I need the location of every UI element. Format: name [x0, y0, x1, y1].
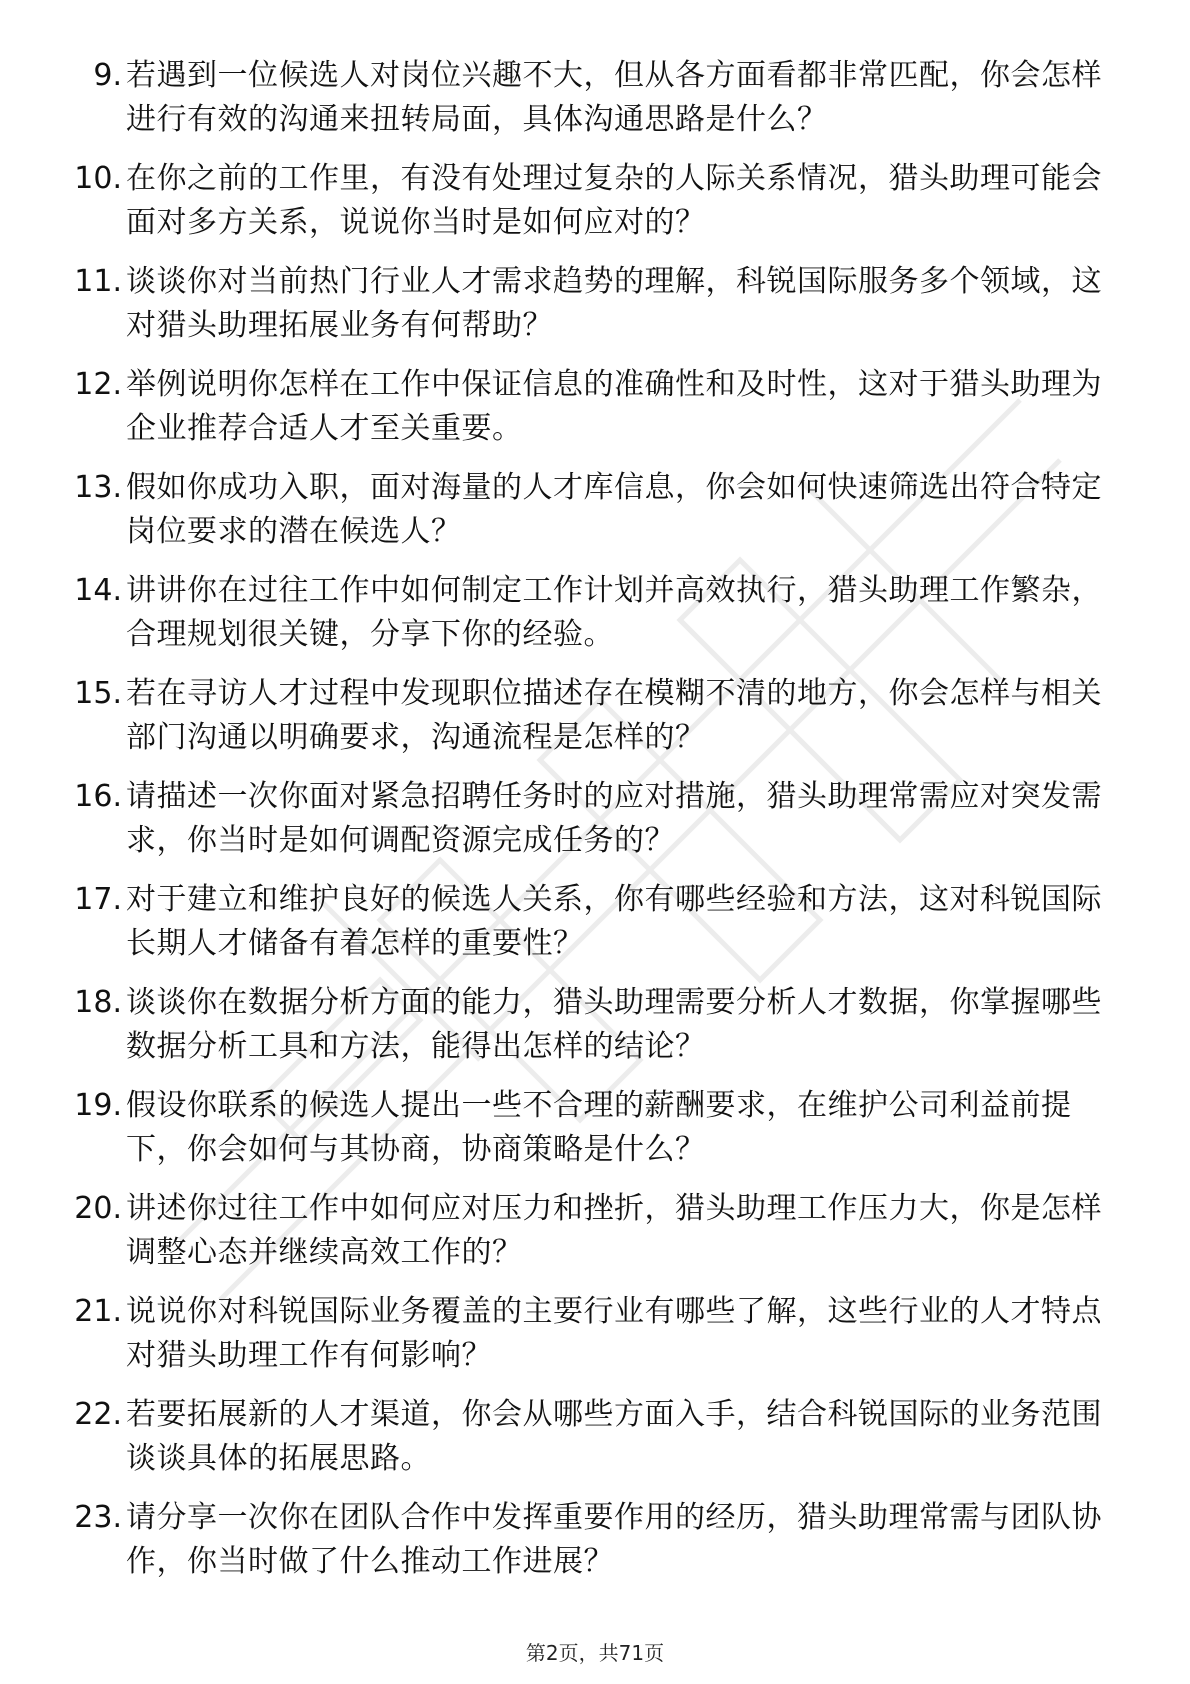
list-item — [0, 357, 1190, 460]
question-text: 举例说明你怎样在工作中保证信息的准确性和及时性，这对于猎头助理为企业推荐合适人才至关重要。 — [126, 367, 1102, 446]
question-text: 讲述你过往工作中如何应对压力和挫折，猎头助理工作压力大，你是怎样调整心态并继续高效工作的？ — [126, 1191, 1102, 1270]
question-number: 16. — [74, 779, 122, 814]
question-number: 13. — [74, 470, 122, 505]
list-item — [0, 563, 1190, 666]
question-number: 10. — [74, 161, 122, 196]
list-item — [0, 1284, 1190, 1387]
question-text: 讲讲你在过往工作中如何制定工作计划并高效执行，猎头助理工作繁杂，合理规划很关键，分享下你的经验。 — [126, 573, 1102, 652]
question-number: 12. — [74, 367, 122, 402]
list-item — [0, 975, 1190, 1078]
list-item — [0, 1078, 1190, 1181]
question-number: 22. — [74, 1397, 122, 1432]
question-number: 21. — [74, 1294, 122, 1329]
question-list — [0, 48, 1190, 1593]
page-footer: 第2页，共71页 — [525, 1641, 665, 1665]
list-item — [0, 1387, 1190, 1490]
list-item — [0, 666, 1190, 769]
question-number: 14. — [74, 573, 122, 608]
question-text: 请描述一次你面对紧急招聘任务时的应对措施，猎头助理常需应对突发需求，你当时是如何调配资源完成任务的？ — [126, 779, 1102, 858]
list-item — [0, 1490, 1190, 1593]
list-item — [0, 1181, 1190, 1284]
question-number: 15. — [74, 676, 122, 711]
question-number: 19. — [74, 1088, 122, 1123]
list-item — [0, 872, 1190, 975]
question-text: 若在寻访人才过程中发现职位描述存在模糊不清的地方，你会怎样与相关部门沟通以明确要求，沟通流程是怎样的？ — [126, 676, 1102, 755]
question-text: 假设你联系的候选人提出一些不合理的薪酬要求，在维护公司利益前提下，你会如何与其协商，协商策略是什么？ — [126, 1088, 1072, 1167]
list-item — [0, 254, 1190, 357]
question-number: 23. — [74, 1500, 122, 1535]
question-text: 若遇到一位候选人对岗位兴趣不大，但从各方面看都非常匹配，你会怎样进行有效的沟通来扭转局面，具体沟通思路是什么？ — [126, 58, 1102, 137]
question-text: 说说你对科锐国际业务覆盖的主要行业有哪些了解，这些行业的人才特点对猎头助理工作有何影响？ — [126, 1294, 1102, 1373]
list-item — [0, 460, 1190, 563]
question-text: 对于建立和维护良好的候选人关系，你有哪些经验和方法，这对科锐国际长期人才储备有着怎样的重要性？ — [126, 882, 1102, 961]
question-number: 11. — [74, 264, 122, 299]
question-text: 若要拓展新的人才渠道，你会从哪些方面入手，结合科锐国际的业务范围谈谈具体的拓展思路。 — [126, 1397, 1102, 1476]
question-text: 在你之前的工作里，有没有处理过复杂的人际关系情况，猎头助理可能会面对多方关系，说说你当时是如何应对的？ — [126, 161, 1102, 240]
question-number: 17. — [74, 882, 122, 917]
question-text: 谈谈你在数据分析方面的能力，猎头助理需要分析人才数据，你掌握哪些数据分析工具和方法，能得出怎样的结论？ — [126, 985, 1102, 1064]
question-text: 请分享一次你在团队合作中发挥重要作用的经历，猎头助理常需与团队协作，你当时做了什么推动工作进展？ — [126, 1500, 1102, 1579]
list-item — [0, 769, 1190, 872]
list-item — [0, 48, 1190, 151]
list-item — [0, 151, 1190, 254]
question-text: 假如你成功入职，面对海量的人才库信息，你会如何快速筛选出符合特定岗位要求的潜在候选人？ — [126, 470, 1102, 549]
question-number: 9. — [93, 58, 122, 93]
question-number: 20. — [74, 1191, 122, 1226]
question-text: 谈谈你对当前热门行业人才需求趋势的理解，科锐国际服务多个领域，这对猎头助理拓展业务有何帮助？ — [126, 264, 1102, 343]
question-number: 18. — [74, 985, 122, 1020]
